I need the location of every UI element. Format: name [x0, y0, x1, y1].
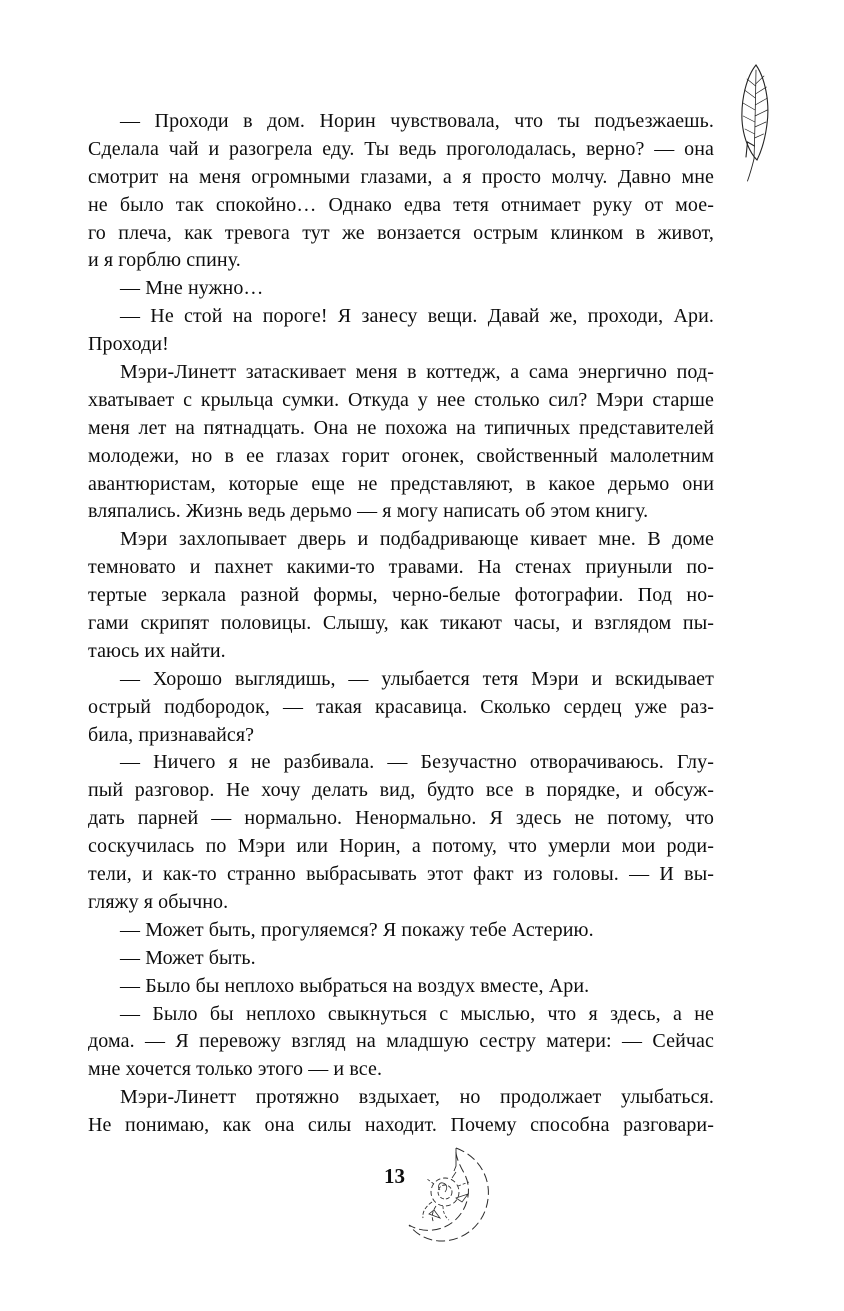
text-line: смотрит на меня огромными глазами, а я просто молчу. Давно мне	[88, 165, 714, 188]
text-line: — Не стой на пороге! Я занесу вещи. Давай же, проходи, Ари.	[120, 305, 714, 328]
text-line: тели, и как-то странно выбрасывать этот факт из головы. — И вы-	[88, 863, 714, 886]
text-line: и я горблю спину.	[88, 249, 241, 272]
text-line: Мэри захлопывает дверь и подбадривающе кивает мне. В доме	[120, 528, 714, 551]
text-line: била, признавайся?	[88, 723, 255, 746]
text-line: гами скрипят половицы. Слышу, как тикают часы, и взглядом пы-	[88, 612, 714, 635]
text-line: Сделала чай и разогрела еду. Ты ведь проголодалась, верно? — она	[88, 137, 714, 160]
text-line: Не понимаю, как она силы находит. Почему способна разговари-	[88, 1114, 714, 1137]
moon-icon	[396, 1144, 494, 1257]
text-block	[88, 108, 714, 1140]
text-line: дома. — Я перевожу взгляд на младшую сестру матери: — Сейчас	[88, 1030, 714, 1053]
text-line: не было так спокойно… Однако едва тетя отнимает руку от мое-	[88, 193, 714, 216]
text-line: — Может быть.	[120, 946, 256, 969]
text-line: мне хочется только этого — и все.	[88, 1058, 383, 1081]
text-line: — Хорошо выглядишь, — улыбается тетя Мэри и вскидывает	[120, 667, 714, 690]
text-line: острый подбородок, — такая красавица. Сколько сердец уже раз-	[88, 695, 714, 718]
text-line: темновато и пахнет какими-то травами. На стенах приуныли по-	[88, 556, 714, 579]
text-line: — Было бы неплохо выбраться на воздух вместе, Ари.	[120, 974, 590, 997]
text-line: — Было бы неплохо свыкнуться с мыслью, что я здесь, а не	[120, 1002, 714, 1025]
text-line: соскучилась по Мэри или Норин, а потому, что умерли мои роди-	[88, 835, 714, 858]
text-line: хватывает с крыльца сумки. Откуда у нее столько сил? Мэри старше	[88, 388, 714, 411]
text-line: таюсь их найти.	[88, 639, 226, 662]
text-line: гляжу я обычно.	[88, 890, 229, 913]
text-line: вляпались. Жизнь ведь дерьмо — я могу написать об этом книгу.	[88, 500, 649, 523]
text-line: Мэри-Линетт протяжно вздыхает, но продолжает улыбаться.	[120, 1086, 714, 1109]
text-line: — Ничего я не разбивала. — Безучастно отворачиваюсь. Глу-	[120, 751, 714, 774]
text-line: Мэри-Линетт затаскивает меня в коттедж, а сама энергично под-	[120, 361, 714, 384]
text-line: Проходи!	[88, 333, 169, 356]
text-line: меня лет на пятнадцать. Она не похожа на типичных представителей	[88, 416, 714, 439]
text-line: авантюристам, которые еще не представляют, в какое дерьмо они	[88, 472, 714, 495]
text-line: го плеча, как тревога тут же вонзается острым клинком в живот,	[88, 221, 714, 244]
page-number: 13	[384, 1164, 405, 1188]
text-line: дать парней — нормально. Ненормально. Я здесь не потому, что	[88, 807, 714, 830]
text-line: — Мне нужно…	[120, 277, 264, 300]
text-line: пый разговор. Не хочу делать вид, будто все в порядке, и обсуж-	[88, 779, 714, 802]
text-line: тертые зеркала разной формы, черно-белые фотографии. Под но-	[88, 584, 714, 607]
text-line: молодежи, но в ее глазах горит огонек, свойственный малолетним	[88, 444, 714, 467]
text-line: — Проходи в дом. Норин чувствовала, что ты подъезжаешь.	[120, 110, 714, 132]
text-line: — Может быть, прогуляемся? Я покажу тебе Астерию.	[120, 918, 594, 941]
feather-icon	[731, 62, 779, 189]
